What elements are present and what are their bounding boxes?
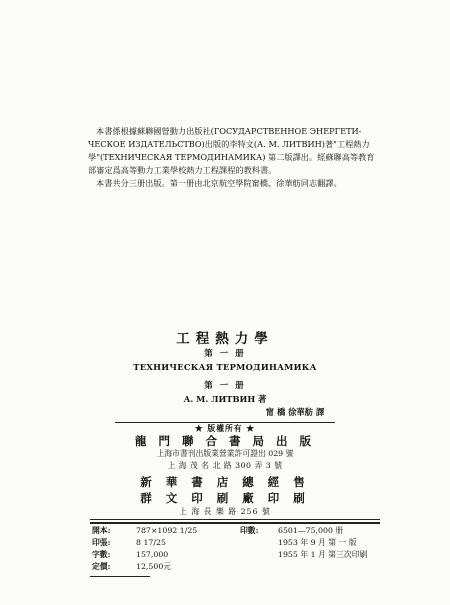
- colophon-value: 787×1092 1/25: [136, 526, 198, 535]
- publisher-address: 上 海 茂 名 北 路 300 弄 3 號: [167, 461, 283, 470]
- colophon-rule-top: [90, 519, 380, 520]
- book-title: 工程熱力學: [176, 331, 274, 347]
- colophon-right-value: 6501—75,000 册: [278, 526, 344, 535]
- colophon-table: [92, 525, 392, 573]
- colophon-label: 定價:: [92, 562, 111, 571]
- colophon-right: [240, 537, 392, 549]
- printer-name: 群 文 印 刷 廠 印 刷: [140, 491, 310, 505]
- colophon-value: 157,000: [136, 550, 169, 559]
- publisher-license: 上海市書刊出版業營業許可證出 029 號: [156, 449, 294, 458]
- colophon-value: 8 17/25: [136, 538, 166, 547]
- intro-line: 學"(ТЕХНИЧЕСКАЯ ТЕРМОДИНАМИКА) 第二版譯出。經蘇聯高等教育: [88, 152, 375, 162]
- colophon-row: [92, 537, 392, 549]
- colophon-label: 開本:: [92, 526, 111, 535]
- colophon-row: [92, 525, 392, 537]
- colophon-value: 12,500元: [136, 562, 172, 571]
- intro-line: 部審定爲高等動力工業學校熱力工程課程的教科書。: [88, 165, 277, 175]
- colophon-right-value: 1955 年 1 月 第三次印刷: [278, 550, 368, 559]
- colophon-row: [92, 549, 392, 561]
- translators: 甯 橋 徐華舫 譯: [265, 407, 325, 417]
- colophon-label: 印張:: [92, 538, 111, 547]
- russian-title: ТЕХНИЧЕСКАЯ ТЕРМОДИНАМИКА: [133, 362, 317, 372]
- intro-paragraph: [88, 125, 380, 190]
- rights-notice: ★ 版權所有 ★: [194, 424, 256, 433]
- colophon-rule-bottom: [90, 522, 380, 524]
- colophon-right-label: 印數:: [240, 526, 259, 535]
- colophon-label: 字數:: [92, 550, 111, 559]
- volume-label: 第 一 册: [204, 349, 246, 359]
- author: А. М. ЛИТВИН 著: [183, 394, 267, 404]
- intro-line: 本書共分三册出版。第一册由北京航空學院甯橋、徐華舫同志翻譯。: [96, 178, 342, 188]
- colophon-right: [240, 549, 392, 561]
- colophon-right: [240, 561, 392, 573]
- intro-line: 本書係根據蘇聯國營動力出版社(ГОСУДАРСТВЕННОЕ ЭНЕРГЕТИ-: [96, 126, 362, 136]
- volume-label-russian: 第 一 册: [204, 381, 246, 391]
- publisher-name: 龍 門 聯 合 書 局 出 版: [134, 434, 316, 448]
- colophon-right: [240, 525, 392, 537]
- colophon-right-value: 1953 年 9 月 第 一 版: [278, 538, 357, 547]
- printer-address: 上 海 長 樂 路 256 號: [179, 507, 271, 516]
- intro-line: ЧЕСКОЕ ИЗДАТЕЛЬСТВО)出版的李特文(А. М. ЛИТВИН)著"工程熱力: [88, 139, 370, 149]
- colophon-row: [92, 561, 392, 573]
- footer-rule: [90, 576, 150, 577]
- distributor: 新 華 書 店 總 經 售: [140, 475, 310, 489]
